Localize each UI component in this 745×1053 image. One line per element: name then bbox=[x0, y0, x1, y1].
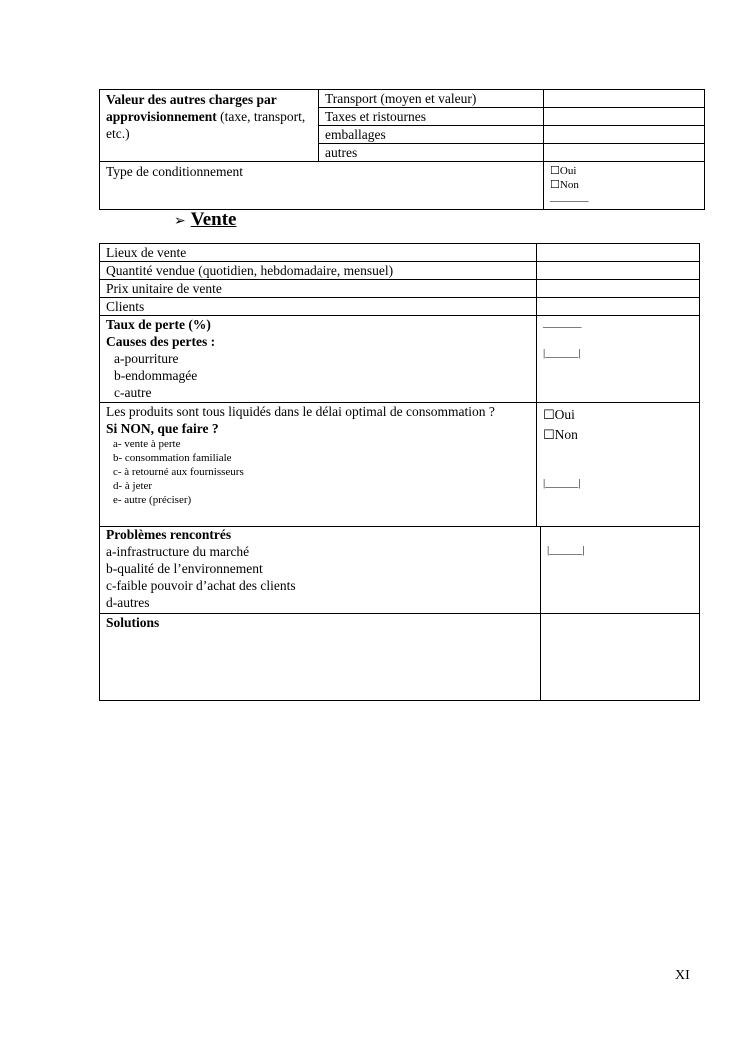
checkbox-icon[interactable]: ☐ bbox=[543, 408, 555, 423]
section-heading-vente bbox=[174, 208, 236, 233]
charge-value-emballages[interactable] bbox=[544, 126, 705, 144]
liquides-code-box[interactable]: |______| bbox=[543, 477, 581, 489]
taux-perte-label: Taux de perte (%) bbox=[106, 317, 211, 332]
autres-charges-label-cell bbox=[100, 90, 319, 162]
conditionnement-blank: _______ bbox=[550, 191, 589, 203]
value-quantite-vendue[interactable] bbox=[537, 262, 700, 280]
approvisionnement-table bbox=[99, 89, 705, 210]
probleme-pouvoir-achat: c-faible pouvoir d’achat des clients bbox=[106, 578, 296, 593]
charge-value-transport[interactable] bbox=[544, 90, 705, 108]
row-quantite-vendue: Quantité vendue (quotidien, hebdomadaire, mensuel) bbox=[100, 262, 537, 280]
charge-item-taxes: Taxes et ristournes bbox=[319, 108, 544, 126]
liquides-question: Les produits sont tous liquidés dans le délai optimal de consommation ? bbox=[106, 404, 495, 419]
value-clients[interactable] bbox=[537, 298, 700, 316]
solutions-value-cell[interactable] bbox=[541, 613, 700, 700]
probleme-autres: d-autres bbox=[106, 595, 150, 610]
charge-item-transport: Transport (moyen et valeur) bbox=[319, 90, 544, 108]
liquides-value-cell bbox=[537, 403, 700, 527]
liquides-option-3: c- à retourné aux fournisseurs bbox=[113, 466, 244, 478]
problemes-value-cell bbox=[541, 526, 700, 613]
section-title: Vente bbox=[190, 209, 237, 230]
problemes-cell bbox=[100, 526, 541, 613]
charge-item-autres: autres bbox=[319, 144, 544, 162]
charge-value-autres[interactable] bbox=[544, 144, 705, 162]
liquides-non[interactable]: ☐Non bbox=[543, 427, 578, 443]
si-non-label: Si NON, que faire ? bbox=[106, 421, 219, 436]
problemes-code-box[interactable]: |______| bbox=[547, 544, 585, 556]
checkbox-icon[interactable]: ☐ bbox=[550, 178, 560, 191]
causes-pertes-label: Causes des pertes : bbox=[106, 334, 216, 349]
checkbox-icon[interactable]: ☐ bbox=[550, 164, 560, 177]
value-lieux-de-vente[interactable] bbox=[537, 244, 700, 262]
solutions-title: Solutions bbox=[106, 614, 160, 630]
taux-perte-blank[interactable]: _______ bbox=[543, 317, 582, 329]
liquides-option-2: b- consommation familiale bbox=[113, 452, 232, 464]
liquides-option-5: e- autre (préciser) bbox=[113, 494, 192, 506]
liquides-option-1: a- vente à perte bbox=[113, 438, 181, 450]
probleme-environnement: b-qualité de l’environnement bbox=[106, 561, 263, 576]
problemes-title: Problèmes rencontrés bbox=[106, 527, 232, 542]
checkbox-icon[interactable]: ☐ bbox=[543, 428, 555, 443]
row-lieux-de-vente: Lieux de vente bbox=[100, 244, 537, 262]
arrow-bullet-icon: ➢ bbox=[174, 213, 186, 229]
solutions-cell bbox=[100, 613, 541, 700]
probleme-infrastructure: a-infrastructure du marché bbox=[106, 544, 250, 559]
conditionnement-non[interactable]: ☐Non bbox=[550, 178, 579, 191]
conditionnement-oui[interactable]: ☐Oui bbox=[550, 164, 577, 177]
value-prix-unitaire[interactable] bbox=[537, 280, 700, 298]
cause-autre: c-autre bbox=[114, 385, 152, 400]
perte-value-cell bbox=[537, 316, 700, 403]
autres-charges-label-rest: (taxe, transport, etc.) bbox=[106, 109, 306, 141]
row-prix-unitaire: Prix unitaire de vente bbox=[100, 280, 537, 298]
autres-charges-label-bold: Valeur des autres charges par approvisionnement bbox=[106, 92, 277, 124]
charge-value-taxes[interactable] bbox=[544, 108, 705, 126]
liquides-oui[interactable]: ☐Oui bbox=[543, 407, 575, 423]
cause-pourriture: a-pourriture bbox=[114, 351, 179, 366]
cause-endommagee: b-endommagée bbox=[114, 368, 198, 383]
charge-item-emballages: emballages bbox=[319, 126, 544, 144]
conditionnement-label: Type de conditionnement bbox=[100, 162, 544, 210]
liquides-option-4: d- à jeter bbox=[113, 480, 153, 492]
vente-table bbox=[99, 243, 700, 527]
causes-code-box[interactable]: |______| bbox=[543, 347, 581, 359]
conditionnement-options bbox=[544, 162, 705, 210]
perte-cell bbox=[100, 316, 537, 403]
liquides-cell bbox=[100, 403, 537, 527]
page-number: XI bbox=[675, 968, 690, 983]
problemes-table bbox=[99, 526, 700, 701]
row-clients: Clients bbox=[100, 298, 537, 316]
